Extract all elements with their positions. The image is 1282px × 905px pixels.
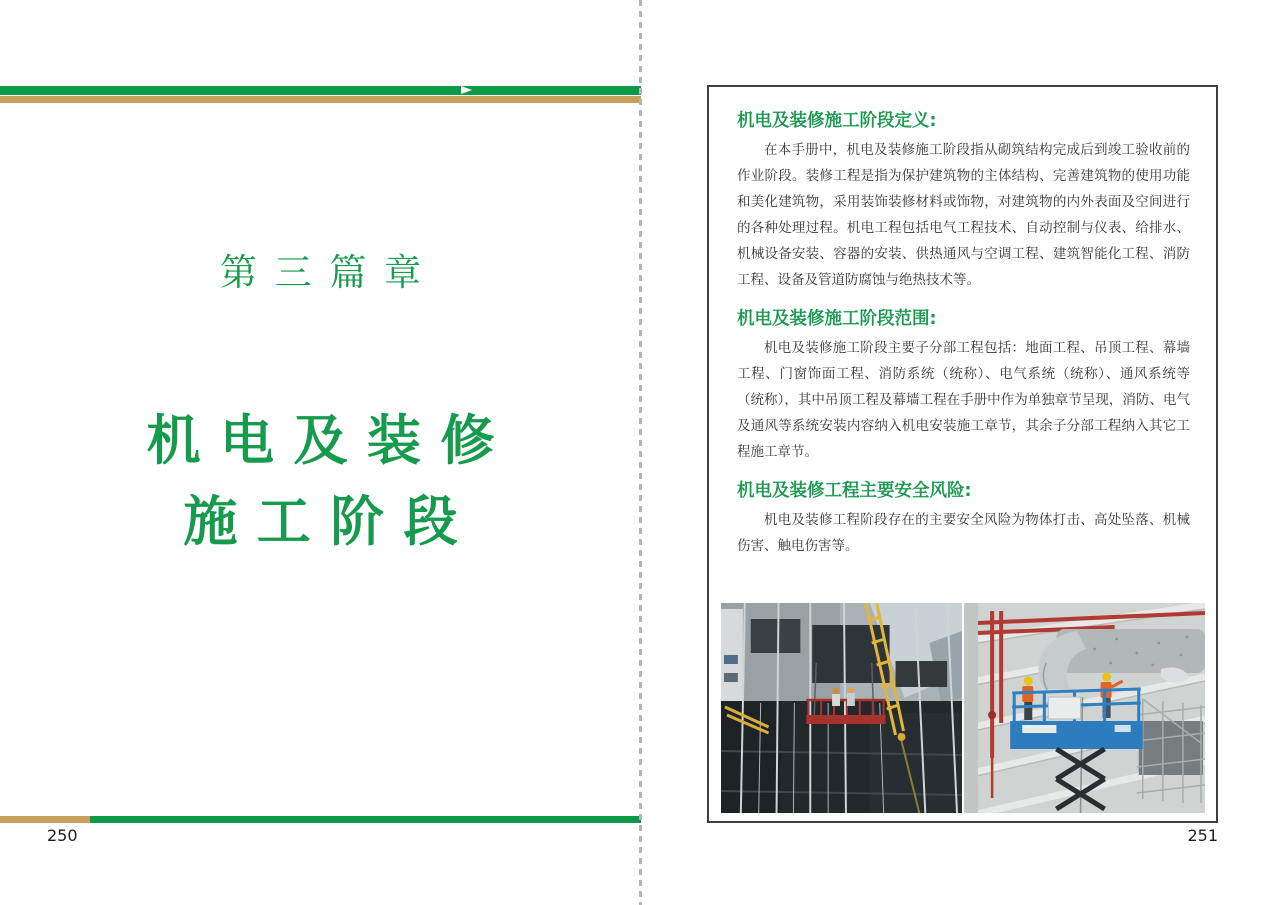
section-heading-scope: 机电及装修施工阶段范围: [737,309,937,329]
top-green-bar [0,86,641,95]
chapter-label: 第三篇章 [219,251,439,294]
page-number-left: 250 [47,826,78,845]
page-number-right: 251 [1187,826,1218,845]
chapter-title-line2: 施工阶段 [183,490,478,553]
bottom-green-bar [90,816,641,823]
content-box [707,85,1218,823]
bottom-gold-bar [0,816,90,823]
section-body-risks: 机电及装修工程阶段存在的主要安全风险为物体打击、高处坠落、机械伤害、触电伤害等。 [737,512,1190,554]
photo-curtain-wall-illustration [721,603,962,813]
chapter-title [0,400,641,562]
section-heading-risks: 机电及装修工程主要安全风险: [737,481,972,501]
section-body-definition: 在本手册中，机电及装修施工阶段指从砌筑结构完成后到竣工验收前的作业阶段。装修工程是指为保护建筑物的主体结构、完善建筑物的使用功能和美化建筑物，采用装饰装修材料或饰物，对建筑物的内外表面及空间进行的各种处理过程。机电工程包括电气工程技术、自动控制与仪表、给排水、机械设备安装、容器的安装、供热通风与空调工程、建筑智能化工程、消防工程、设备及管道防腐蚀与绝热技术等。 [737,142,1190,288]
section-heading-definition: 机电及装修施工阶段定义: [737,111,937,131]
top-gold-bar [0,96,641,103]
photo-curtain-wall [721,603,962,813]
arrow-right-icon [461,86,472,94]
photo-duct-installation [964,603,1205,813]
chapter-title-line1: 机电及装修 [146,409,514,472]
page-right [641,0,1282,905]
photo-row [721,603,1205,813]
photo-duct-installation-illustration [964,603,1205,813]
section-body-scope: 机电及装修施工阶段主要子分部工程包括：地面工程、吊顶工程、幕墙工程、门窗饰面工程、消防系统（统称）、电气系统（统称）、通风系统等（统称），其中吊顶工程及幕墙工程在手册中作为单独章节呈现，消防、电气及通风等系统安装内容纳入机电安装施工章节，其余子分部工程纳入其它工程施工章节。 [737,340,1190,460]
